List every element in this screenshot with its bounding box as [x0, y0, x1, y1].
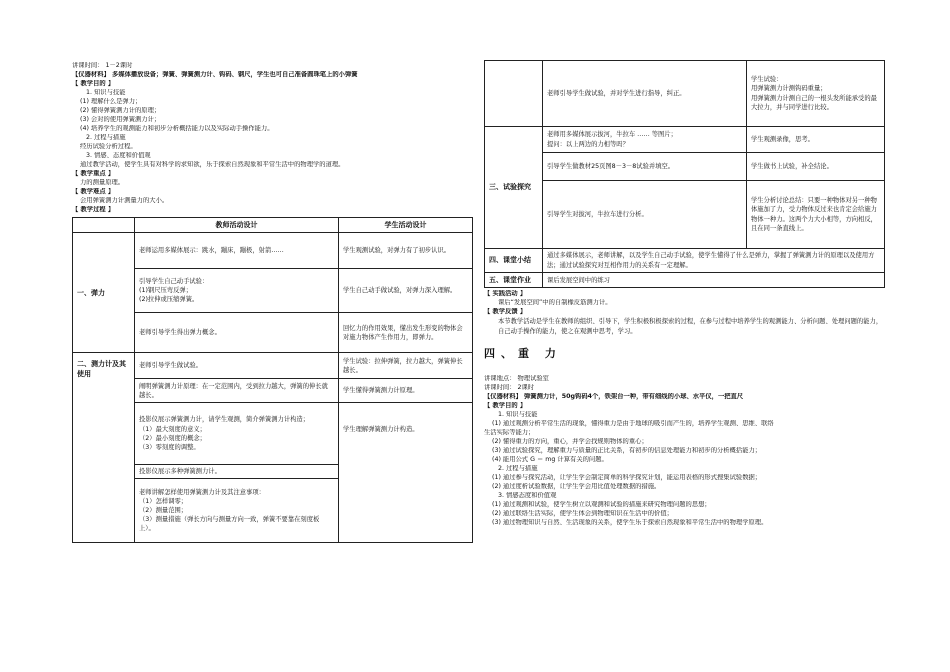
header-blank: [73, 218, 135, 233]
cell-line: 老师用多媒体展示拔河，牛拉车 …… 等图片；: [547, 131, 677, 139]
section-blank: [485, 61, 543, 127]
text-line: (3) 会对的使用弹簧测力计；: [80, 116, 161, 123]
text-line: 【 教学目的 】: [484, 402, 527, 410]
text-line: 【 教学过程 】: [72, 206, 115, 213]
text-line: (1) 通过参与探究活动，让学生学会制定简单的科学探究计划，能运用表格的形式搜集试验数据；: [492, 474, 762, 482]
left-column: [72, 62, 472, 543]
student-cell: 学生理解弹簧测力计构造。: [339, 403, 473, 543]
teacher-cell: 阐明弹簧测力计原理：在一定范围内，受到拉力越大，弹簧的伸长就越长。: [135, 379, 339, 403]
teacher-cell: [135, 269, 339, 313]
teacher-cell: 投影仪展示多种弹簧测力计。: [135, 465, 339, 479]
text-line: (2) 懂得弹簧测力计的原理；: [80, 107, 161, 114]
text-line: 【仪器材料】 多媒体播放设备；弹簧、弹簧测力计、钩码、钢尺，学生也可自己准备圆珠笔上的小弹簧: [72, 71, 358, 78]
table-row: [485, 61, 885, 127]
text-line: 讲课时间： 1－2课时: [72, 62, 133, 69]
section-label: 四、课堂小结: [485, 249, 543, 273]
text-line: 3. 情感、态度和价值观: [86, 152, 151, 159]
text-line: 生活实际等能力；: [484, 429, 535, 437]
text-line: (3) 通过物理知识与自然、生活现象的关系，使学生乐于探索自然现象和平常生活中的物理学原理。: [492, 519, 768, 527]
text-line: 1. 知识与技能: [498, 411, 538, 419]
feedback-paragraph: 本节教学活动是学生在教师的组织、引导下，学生积极积极探索的过程，在参与过程中培养学生的观测能力、分析问题、处理问题的能力，自己动手操作的能力，使之在观测中思考，学习。: [498, 318, 883, 335]
section-label: 二、测力计及其使用: [73, 353, 135, 543]
text-line: (3) 通过试验探究，理解重力与质量的正比关系，有初步的信息处理能力和初步的分析概括能力；: [492, 447, 762, 455]
cell-line: 投影仪展示弹簧测力计，请学生观测，简介弹簧测力计构造；: [139, 416, 310, 424]
student-cell: 学生自己动手做试验，对弹力深入理解。: [339, 269, 473, 313]
header-student: 学生活动设计: [339, 218, 473, 233]
text-line: (1) 理解什么是弹力；: [80, 98, 142, 105]
section-label: 五、课堂作业: [485, 273, 543, 288]
text-line: 通过教学活动，使学生具有对科学的求知欲，乐于探索自然现象和平常生活中的物理学的道理。: [80, 161, 345, 168]
student-cell: 学生观测录像，思考。: [747, 127, 885, 153]
student-cell: [747, 61, 885, 127]
table-row: [485, 273, 885, 288]
table-row: [485, 127, 885, 153]
text-line: 【 教学目的 】: [72, 80, 115, 87]
teacher-cell: 老师引导学生得出弹力概念。: [135, 313, 339, 353]
text-line: (1) 通过观测分析平常生活的现象，懂得重力是由于地球的吸引而产生的，培养学生观测、思维、联络: [492, 420, 774, 428]
text-line: 【 教学反馈 】: [484, 308, 527, 316]
student-cell: 学生分析讨论总结：只要一种物体对另一种物体施加了力，受力物体反过来也肯定会给施力物体一种力。这两个力大小相等，方向相反，且在同一条直线上。: [747, 181, 885, 249]
text-line: (2) 通过度析试验数据，让学生学会用比值处理数据的措施。: [492, 483, 661, 491]
cell-line: 用弹簧测力计测自己的一根头发所能承受的最大拉力，并与同学进行比较。: [751, 94, 877, 111]
cell-line: （3）零刻度的调整。: [139, 443, 200, 451]
cell-line: (2)拉伸或压缩弹簧。: [139, 296, 199, 304]
teacher-cell: [543, 127, 747, 153]
text-line: 【 实践活动 】: [484, 290, 527, 298]
right-column: [484, 60, 884, 528]
cell-line: 学生试验：: [751, 76, 783, 84]
text-line: 【 教学难点 】: [72, 188, 115, 195]
text-line: 【 教学重点 】: [72, 170, 115, 177]
gravity-lesson-section: [484, 375, 884, 528]
cell-line: 引导学生自己动手试验：: [139, 277, 209, 285]
table-row: [73, 233, 473, 269]
summary-cell: 通过多媒体展示，老师讲解，以及学生自己动手试验，使学生懂得了什么是弹力，掌握了弹簧测力计的原理以及使用方法；通过试验探究对互相作用力的关系有一定理解。: [543, 249, 885, 273]
teacher-cell: [135, 403, 339, 465]
student-cell: 学生做书上试验，补全结论。: [747, 153, 885, 181]
table-row: [485, 249, 885, 273]
header-teacher: 教师活动设计: [135, 218, 339, 233]
text-line: 讲课地点： 物理试验室: [484, 375, 549, 383]
student-cell: 学生懂得弹簧测力计原理。: [339, 379, 473, 403]
text-line: 力的测量原理。: [80, 179, 125, 186]
text-line: 讲课时间： 2课时: [484, 384, 535, 392]
text-line: (4) 培养学生的观测能力和初步分析概括能力以及实际动手操作能力。: [80, 125, 274, 132]
cell-line: 老师讲解怎样使用弹簧测力计及其注意事项：: [139, 488, 265, 496]
teacher-cell: [135, 479, 339, 543]
teacher-cell: 老师引导学生做试验。: [135, 353, 339, 379]
table-row: [485, 153, 885, 181]
teacher-cell: 引导学生做教材25页图8－3－8试验并填空。: [543, 153, 747, 181]
section-label: 三、试验探究: [485, 127, 543, 249]
text-line: 经历试验分析过程。: [80, 143, 137, 150]
chapter-title: 四、重 力: [484, 346, 562, 360]
text-line: 3. 情感态度和价值观: [498, 492, 557, 500]
table-header-row: [73, 218, 473, 233]
text-line: (1) 通过观测和试验，使学生树立以观测和试验的措施来研究物理问题的思想；: [492, 501, 711, 509]
cell-line: （1）最大刻度的意义；: [139, 425, 206, 433]
text-line: (2) 通过联络生活实际，使学生体会到物理知识在生活中的价值；: [492, 510, 673, 518]
text-line: 2. 过程与措施: [498, 465, 538, 473]
text-line: (2) 懂得重力的方向，重心，并学会找规则物体的重心；: [492, 438, 648, 446]
cell-line: 提问：以上两边的力相等吗？: [547, 140, 629, 148]
text-line: 1. 知识与技能: [86, 89, 126, 96]
cell-line: （1）怎样调零；: [139, 498, 188, 506]
cell-line: 用弹簧测力计测钩码重量；: [751, 85, 827, 93]
text-line: (4) 能用公式 G ＝ mg 计算有关的问题。: [492, 456, 608, 464]
table-row: [485, 181, 885, 249]
student-cell: 学生试验：拉伸弹簧，拉力越大，弹簧伸长越长。: [339, 353, 473, 379]
text-line: 课后“发展空间”中的自制橡皮筋测力计。: [498, 299, 612, 307]
cell-line: （3）测量措施（弹长方向与测量方向一致，弹簧不要靠在刻度板上）。: [139, 516, 320, 533]
teacher-cell: 引导学生对拔河，牛拉车进行分析。: [543, 181, 747, 249]
teacher-cell: 老师引导学生做试验，并对学生进行指导，纠正。: [543, 61, 747, 127]
section-label: 一、弹力: [73, 233, 135, 353]
practice-and-feedback-section: [484, 290, 884, 317]
lesson-process-table: [72, 217, 473, 543]
cell-line: (1)钢尺压弯反弹；: [139, 287, 192, 295]
student-cell: 回忆力的作用效果，懂出发生形变的物体会对施力物体产生作用力，即弹力。: [339, 313, 473, 353]
cell-line: （2）最小刻度的概念；: [139, 434, 206, 442]
homework-cell: 课后发展空间中的练习: [543, 273, 885, 288]
student-cell: 学生观测试验，对弹力有了初步认识。: [339, 233, 473, 269]
text-line: 2. 过程与措施: [86, 134, 126, 141]
lesson-process-table-continued: [484, 60, 885, 288]
left-header-section: [72, 62, 472, 215]
text-line: 会用弹簧测力计测量力的大小。: [80, 197, 169, 204]
teacher-cell: 老师运用多媒体展示：跳水，蹦床，蹦极，射箭……: [135, 233, 339, 269]
text-line: 【仪器材料】 弹簧测力计，50g钩码4个，铁架台一种，带有细线的小球、水平仪，一把直尺: [484, 393, 744, 401]
cell-line: （2）测量范围；: [139, 507, 188, 515]
table-row: [73, 353, 473, 379]
